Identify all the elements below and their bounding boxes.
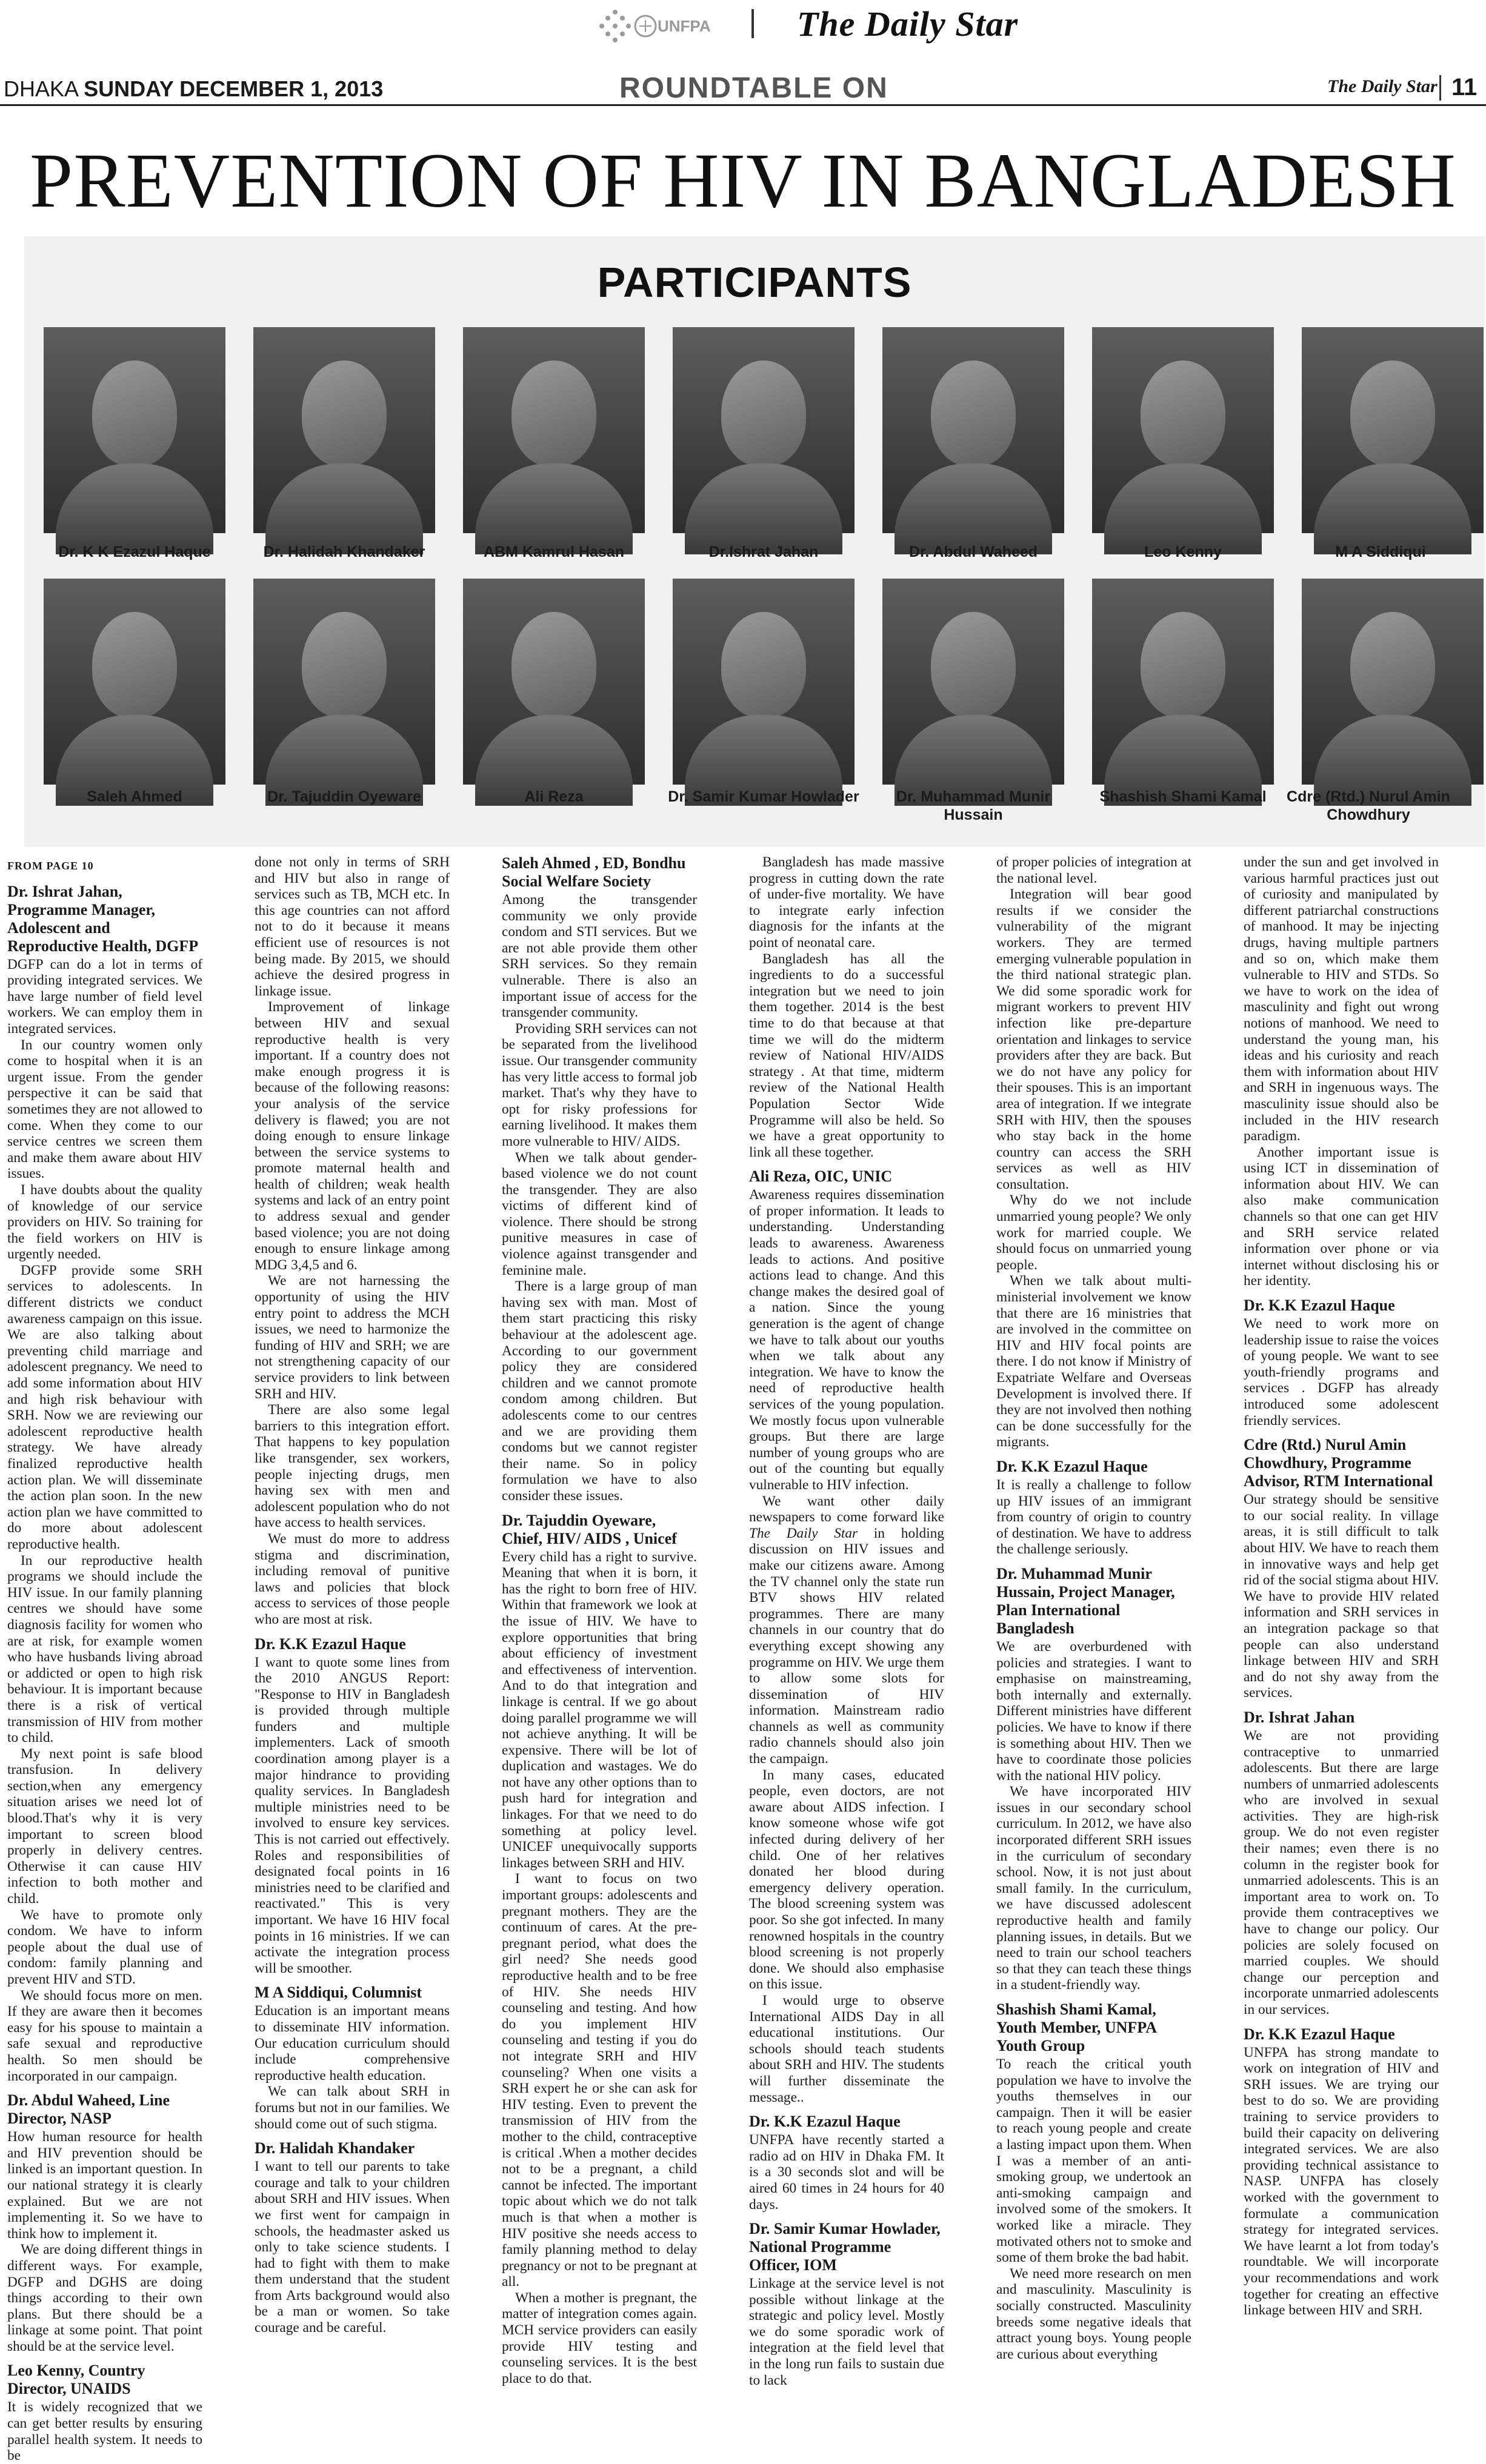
- paragraph: Our strategy should be sensitive to our social reality. In village areas, it is still difficult to talk about HIV. We have to reach them in innovative ways and help get rid of the social stigma about HIV. We have to provide HIV related information and SRH services in an integration package so that people can also understand linkage between HIV and SRH and do not shy away from the services.: [1244, 1492, 1439, 1701]
- participant-photo: [253, 579, 435, 785]
- paragraph: My next point is safe blood transfusion. In delivery section,when any emergency situation arises we need lot of blood.That's why it is very important to screen blood properly in delivery centres. Otherwise it can cause HIV infection to both mother and child.: [7, 1745, 202, 1907]
- participant-photo: [463, 327, 645, 533]
- article-column-6: [1244, 854, 1439, 2319]
- paragraph: Integration will bear good results if we consider the vulnerability of the migrant workers. They are termed emerging vulnerable population in the third national strategic plan. We did some sporadic work for migrant workers to prevent HIV infection like pre-departure orientation and linkages to service providers after they are back. But we do not have any policy for their spouses. This is an important area of integration. If we integrate SRH with HIV, then the spouses who stay back in the home country can access the SRH services as well as HIV consultation.: [996, 886, 1191, 1192]
- paragraph: Improvement of linkage between HIV and sexual reproductive health is very important. If a country does not make enough progress it is because of the following reasons: your analysis of the service delivery is flawed; you are not doing enough to ensure linkage between the service systems to promote maternal health and health of children; weak health systems and lack of an entry point to address sexual and gender based violence; you are not doing enough to ensure linkage among MDG 3,4,5 and 6.: [255, 999, 450, 1273]
- paragraph: In our country women only come to hospital when it is an urgent issue. From the gender perspective it can be said that sometimes they are not allowed to come. When they come to our service centres we screen them and make them aware about HIV issues.: [7, 1037, 202, 1182]
- paragraph: There are also some legal barriers to this integration effort. That happens to key population like transgender, sex workers, people injecting drugs, men having sex with men and adolescent population who do not have access to health services.: [255, 1402, 450, 1531]
- participant-photo: [882, 579, 1064, 785]
- participant-name: Ali Reza: [524, 788, 584, 805]
- participant-name: Dr. Samir Kumar Howlader: [668, 788, 859, 805]
- logo-divider: [751, 9, 754, 38]
- newspaper-name: The Daily Star: [749, 1525, 858, 1541]
- paragraph: Education is an important means to disseminate HIV information. Our education curriculum should include comprehensive reproductive health education.: [255, 2003, 450, 2084]
- participant-name: Cdre (Rtd.) Nurul Amin Chowdhury: [1287, 788, 1450, 823]
- paragraph: We should focus more on men. If they are aware then it becomes easy for his spouse to maintain a safe sexual and reproductive health. So men should be incorporated in our campaign.: [7, 1987, 202, 2084]
- folio-divider: [1439, 75, 1441, 101]
- paragraph: When we talk about gender-based violence we do not count the transgender. They are also victims of different kind of violence. There should be strong punitive measures in case of violence against transgender and feminine male.: [502, 1149, 697, 1278]
- speaker-heading: Dr. Samir Kumar Howlader, National Programme Officer, IOM: [749, 2220, 941, 2274]
- participant-photo: [463, 579, 645, 785]
- paragraph: Awareness requires dissemination of proper information. It leads to understanding. Understanding leads to awareness. Awareness leads to actions. And positive actions lead to change. And this change makes the desired goal of a nation. Since the young generation is the agent of change we have to talk about our youths when we talk about any integration. We have to know the need of reproductive health services of the young population. We mostly focus upon vulnerable groups. But there are large number of young groups who are out of the counting but equally vulnerable to HIV infection.: [749, 1187, 944, 1493]
- participants-box: [24, 236, 1485, 847]
- speaker-heading: Dr. Halidah Khandaker: [255, 2139, 415, 2157]
- participant-photo: [673, 327, 855, 533]
- speaker-heading: Dr. Tajuddin Oyeware, Chief, HIV/ AIDS , Unicef: [502, 1511, 677, 1547]
- paragraph: In our reproductive health programs we should include the HIV issue. In our family planning centres we should have some diagnosis facility for women who are at risk, for example women who have husbands living abroad or addicted or open to high risk behaviour. It is important because there is a risk of vertical transmission of HIV from mother to child.: [7, 1552, 202, 1746]
- participant-name: M A Siddiqui: [1335, 543, 1426, 560]
- paragraph: When we talk about multi-ministerial involvement we know that there are 16 ministries that are involved in the committee on HIV and HIV focal points are there. I do not know if Ministry of Expatriate Welfare and Overseas Development is involved there. If they are not involved then nothing can be done successfully for the migrants.: [996, 1273, 1191, 1450]
- dateline: [4, 76, 383, 102]
- paragraph: done not only in terms of SRH and HIV but also in range of services such as TB, MCH etc. In this age countries can not afford not to do it because it means efficient use of resources is not being made. By 2015, we should achieve the desired progress in linkage issue.: [255, 854, 450, 999]
- speaker-heading: Dr. Abdul Waheed, Line Director, NASP: [7, 2091, 170, 2128]
- paragraph: How human resource for health and HIV prevention should be linked is an important question. In our national strategy it is clearly explained. But we are not implementing it. So we have to think how to implement it.: [7, 2129, 202, 2242]
- dateline-city: DHAKA: [4, 76, 78, 101]
- paragraph: Linkage at the service level is not possible without linkage at the strategic and policy level. Mostly we do some sporadic work of integration at the field level that in the long run fails to sustain due to lack: [749, 2276, 944, 2388]
- paragraph-part: in holding discussion on HIV issues and make our citizens aware. Among the TV channel only the state run BTV shows HIV related programmes. There are many channels in our country that do everything except showing any programme on HIV. We urge them to allow some slots for dissemination of HIV information. Mainstream radio channels as well as community radio channels should also join the campaign.: [749, 1525, 944, 1767]
- paragraph: Every child has a right to survive. Meaning that when it is born, it has the right to born free of HIV. Within that framework we look at the issue of HIV. We have to explore opportunities that bring about efficiency of investment and effectiveness of intervention. And to do that integration and linkage is central. If we go about doing parallel programme we will not achieve anything. It will be expensive. There will be lot of duplication and wastages. We do not have any other options than to push hard for integration and linkages. For that we need to do something at policy level. UNICEF unequivocally supports linkages between SRH and HIV.: [502, 1549, 697, 1871]
- speaker-heading: Saleh Ahmed , ED, Bondhu Social Welfare Society: [502, 854, 686, 890]
- participant-name: Dr. Muhammad Munir Hussain: [896, 788, 1051, 823]
- participant-photo: [44, 579, 225, 785]
- speaker-heading: Dr. K.K Ezazul Haque: [996, 1457, 1148, 1475]
- paragraph: I would urge to observe International AIDS Day in all educational institutions. Our schools should teach students about SRH and HIV. The students will further disseminate the message..: [749, 1992, 944, 2105]
- paragraph: UNFPA have recently started a radio ad on HIV in Dhaka FM. It is a 30 seconds slot and will be aired 60 times in 24 hours for 40 days.: [749, 2132, 944, 2213]
- article-column-2: [255, 854, 450, 2336]
- paragraph: Bangladesh has all the ingredients to do a successful integration but we need to join them together. 2014 is the best time to do that because at that time we will do the midterm review of National HIV/AIDS strategy . At that time, midterm review of the National Health Population Sector Wide Programme will also be held. So we have a great opportunity to link all these together.: [749, 951, 944, 1160]
- speaker-heading: Dr. Muhammad Munir Hussain, Project Manager, Plan International Bangladesh: [996, 1564, 1175, 1637]
- unfpa-logo: [597, 5, 711, 47]
- paragraph: There is a large group of man having sex with man. Most of them start practicing this risky behaviour at the adolescent age. According to our government policy they are considered children and we cannot promote condom among children. But adolescents come to our centres and we are providing them condoms but we cannot register their name. So in policy formulation we have to also consider these issues.: [502, 1278, 697, 1504]
- paragraph: We need to work more on leadership issue to raise the voices of young people. We want to see youth-friendly programs and services . DGFP has already introduced some adolescent friendly services.: [1244, 1316, 1439, 1429]
- paragraph: Bangladesh has made massive progress in cutting down the rate of under-five mortality. We have to integrate early infection diagnosis for the infants at the point of neonatal care.: [749, 854, 944, 951]
- daily-star-masthead: The Daily Star: [797, 4, 1019, 44]
- dateline-date: SUNDAY DECEMBER 1, 2013: [84, 76, 384, 101]
- logo-strip: [0, 0, 1486, 58]
- paragraph: of proper policies of integration at the national level.: [996, 854, 1191, 886]
- paragraph: I have doubts about the quality of knowledge of our service providers on HIV. So training for the field workers on HIV is urgently needed.: [7, 1181, 202, 1263]
- page-header: [0, 71, 1486, 108]
- participant-name: Dr. Abdul Waheed: [908, 543, 1038, 560]
- section-label: ROUNDTABLE ON: [619, 72, 888, 104]
- paragraph: In many cases, educated people, even doctors, are not aware about AIDS infection. I know someone whose wife got infected during delivery of her child. One of her relatives donated her blood during emergency delivery operation. The blood screening system was poor. So she got infected. In many renowned hospitals in the country blood screening is not properly done. We should also emphasise on this issue.: [749, 1767, 944, 1993]
- page-number: 11: [1451, 74, 1478, 101]
- participant-photo: [1302, 579, 1484, 785]
- paragraph: When a mother is pregnant, the matter of integration comes again. MCH service providers can easily provide HIV testing and counseling services. It is the best place to do that.: [502, 2290, 697, 2386]
- speaker-heading: Dr. Ishrat Jahan, Programme Manager, Adolescent and Reproductive Health, DGFP: [7, 882, 199, 955]
- paragraph: Among the transgender community we only provide condom and STI services. But we are not able provide them other SRH services. So they remain vulnerable. There is also an important issue of access for the transgender community.: [502, 892, 697, 1021]
- paragraph: We have incorporated HIV issues in our secondary school curriculum. In 2012, we have also incorporated different SRH issues in the curriculum of secondary school. Now, it is not just about small family. In the curriculum, we have discussed adolescent reproductive health and family planning issues, in details. But we need to train our school teachers so that they can teach these things in a student-friendly way.: [996, 1784, 1191, 1993]
- participant-photo: [1092, 327, 1274, 533]
- speaker-heading: Dr. K.K Ezazul Haque: [255, 1635, 406, 1653]
- paragraph: Another important issue is using ICT in dissemination of information about HIV. We can also make communication channels so that one can get HIV and SRH service related information over phone or via internet without disclosing his or her identity.: [1244, 1144, 1439, 1289]
- participants-title: PARTICIPANTS: [597, 259, 912, 306]
- paragraph: We need more research on men and masculinity. Masculinity is socially constructed. Masculinity breeds some negative ideals that attract young boys. Young people are curious about everything: [996, 2265, 1191, 2362]
- paragraph: DGFP provide some SRH services to adolescents. In different districts we conduct awareness campaign on this issue. We are also talking about preventing child marriage and adolescent pregnancy. We need to add some information about HIV and high risk behaviour with SRH. Now we are reviewing our adolescent reproductive health strategy. We have already finalized reproductive health action plan. We will disseminate the action plan soon. In the new action plan we have committed to do more about adolescent reproductive health.: [7, 1262, 202, 1552]
- speaker-heading: Dr. Ishrat Jahan: [1244, 1708, 1355, 1726]
- paragraph: We are not harnessing the opportunity of using the HIV entry point to address the MCH issues, we need to harmonize the funding of HIV and SRH; we are not strengthening capacity of our service providers to link between SRH and HIV.: [255, 1273, 450, 1402]
- paragraph: To reach the critical youth population we have to involve the youths themselves in our campaign. Then it will be easier to reach young people and create a lasting impact upon them. When I was a member of an anti-smoking group, we undertook an anti-smoking campaign and involved some of the smokers. It worked like a miracle. They motivated others not to smoke and some of them broke the bad habit.: [996, 2056, 1191, 2266]
- paragraph: It is really a challenge to follow up HIV issues of an immigrant from country of origin to country of destination. We have to address the challenge seriously.: [996, 1476, 1191, 1558]
- participant-photo: [253, 327, 435, 533]
- speaker-heading: Ali Reza, OIC, UNIC: [749, 1167, 893, 1186]
- headline: PREVENTION OF HIV IN BANGLADESH: [30, 138, 1456, 224]
- paragraph: I want to tell our parents to take courage and talk to your children about SRH and HIV issues. When we first went for campaign in schools, the headmaster asked us only to take science students. I had to fight with them to make them understand that the student from Arts background would also be a man or women. So take courage and be careful.: [255, 2159, 450, 2336]
- participant-photo: [44, 327, 225, 533]
- participant-name: Saleh Ahmed: [87, 788, 182, 805]
- article-column-1: [7, 854, 202, 2464]
- paragraph: We can talk about SRH in forums but not in our families. We should come out of such stigma.: [255, 2084, 450, 2132]
- speaker-heading: Dr. K.K Ezazul Haque: [749, 2113, 901, 2131]
- paragraph: We have to promote only condom. We have to inform people about the dual use of condom: family planning and prevent HIV and STD.: [7, 1907, 202, 1987]
- participant-name: ABM Kamrul Hasan: [484, 543, 624, 560]
- paragraph: We are not providing contraceptive to unmarried adolescents. But there are large numbers of unmarried adolescents who are involved in sexual activities. They are high-risk group. We do not even register their names; even there is no column in the register book for unmarried adolescents. This is an important area to work on. To provide them contraceptives we have to change our policy. Our policies are solely focused on married couples. We should change our perception and incorporate unmarried adolescents in our services.: [1244, 1727, 1439, 2017]
- article-column-4: [749, 854, 944, 2388]
- speaker-heading: Shashish Shami Kamal, Youth Member, UNFPA Youth Group: [996, 2001, 1156, 2054]
- paragraph: DGFP can do a lot in terms of providing integrated services. We have large number of field level workers. We can employ them in integrated services.: [7, 956, 202, 1037]
- participant-photo: [882, 327, 1064, 533]
- participant-name: Dr. K K Ezazul Haque: [58, 543, 211, 560]
- participant-name: Dr.Ishrat Jahan: [708, 543, 819, 560]
- unfpa-logo-text: UNFPA: [658, 17, 711, 35]
- speaker-heading: Dr. K.K Ezazul Haque: [1244, 1297, 1395, 1315]
- speaker-heading: Dr. K.K Ezazul Haque: [1244, 2025, 1395, 2043]
- paragraph: Providing SRH services can not be separated from the livelihood issue. Our transgender community has very little access to formal job market. That's why they have to opt for risky professions for earning livelihood. It makes them more vulnerable to HIV/ AIDS.: [502, 1020, 697, 1149]
- header-rule: [0, 104, 1486, 106]
- article-column-5: [996, 854, 1191, 2362]
- participant-name: Dr. Tajuddin Oyeware: [267, 788, 421, 805]
- speaker-heading: Leo Kenny, Country Director, UNAIDS: [7, 2362, 145, 2398]
- paragraph-part: We want other daily newspapers to come forward like: [749, 1493, 944, 1526]
- speaker-heading: Cdre (Rtd.) Nurul Amin Chowdhury, Programme Advisor, RTM International: [1244, 1436, 1433, 1490]
- article-column-3: [502, 854, 697, 2386]
- paragraph: It is widely recognized that we can get better results by ensuring parallel health system. It needs to be: [7, 2399, 202, 2464]
- paragraph: I want to quote some lines from the 2010 ANGUS Report: "Response to HIV in Bangladesh is provided through multiple funders and multiple implementers. Lack of smooth coordination among player is a major hindrance to providing quality services. In Bangladesh multiple ministries need to be involved to ensure key services. This is not carried out effectively. Roles and responsibilities of designated focal points in 16 ministries need to be clarified and reactivated." This is very important. We have 16 HIV focal points in 16 ministries. If we can activate the integration process will be smoother.: [255, 1654, 450, 1976]
- speaker-heading: M A Siddiqui, Columnist: [255, 1984, 422, 2002]
- folio-masthead: The Daily Star: [1327, 76, 1438, 96]
- paragraph: Why do we not include unmarried young people? We only work for married couple. We should focus on unmarried young people.: [996, 1192, 1191, 1273]
- paragraph: We are doing different things in different ways. For example, DGFP and DGHS are doing things according to their own plans. But there should be a linkage at some point. That point should be at the service level.: [7, 2242, 202, 2354]
- participant-photo: [1302, 327, 1484, 533]
- paragraph: We must do more to address stigma and discrimination, including removal of punitive laws and policies that block access to services of those people who are most at risk.: [255, 1530, 450, 1627]
- paragraph: UNFPA has strong mandate to work on integration of HIV and SRH issues. We are trying our best to do so. We are providing training to service providers to build their capacity on delivering integrated services. We are also providing technical assistance to NASP. UNFPA has closely worked with the government to formulate a communication strategy for integrated services. We have learnt a lot from today's roundtable. We will incorporate your recommendations and work together for creating an effective linkage between HIV and SRH.: [1244, 2044, 1439, 2319]
- participant-name: Shashish Shami Kamal: [1099, 788, 1267, 805]
- participant-name: Dr. Halidah Khandaker: [263, 543, 425, 560]
- participant-photo: [673, 579, 855, 785]
- paragraph: We are overburdened with policies and strategies. I want to emphasise on mainstreaming, both internally and externally. Different ministries have different policies. We have to know if there is something about HIV. Then we have to coordinate those policies with the national HIV policy.: [996, 1638, 1191, 1784]
- paragraph: [749, 1493, 944, 1767]
- paragraph: under the sun and get involved in various harmful practices just out of curiosity and manipulated by different patriarchal constructions of manhood. It may be injecting drugs, having multiple partners and so on, which make them vulnerable to HIV and STDs. So we have to work on the idea of masculinity and fight out wrong notions of manhood. We need to understand the young man, his ideas and his curiosity and reach them with information about HIV and SRH in ingenuous ways. The masculinity issue should also be included in the HIV research paradigm.: [1244, 854, 1439, 1144]
- continued-from: FROM PAGE 10: [7, 860, 94, 872]
- participant-photo: [1092, 579, 1274, 785]
- participant-name: Leo Kenny: [1144, 543, 1222, 560]
- paragraph: I want to focus on two important groups: adolescents and pregnant mothers. They are the continuum of cares. At the pre-pregnant period, what does the girl need? She needs good reproductive health and to be free of HIV. She needs HIV counseling and testing. And how do you implement HIV counseling and testing if you do not integrate SRH and HIV counseling? When one visits a SRH expert he or she can ask for HIV testing. Even to prevent the transmission of HIV from the mother to the child, contraceptive is critical .When a mother decides not to be a pregnant, a child cannot be infected. The important topic about which we do not talk much is that when a mother is HIV positive she needs access to family planning method to delay pregnancy or not to be pregnant at all.: [502, 1871, 697, 2290]
